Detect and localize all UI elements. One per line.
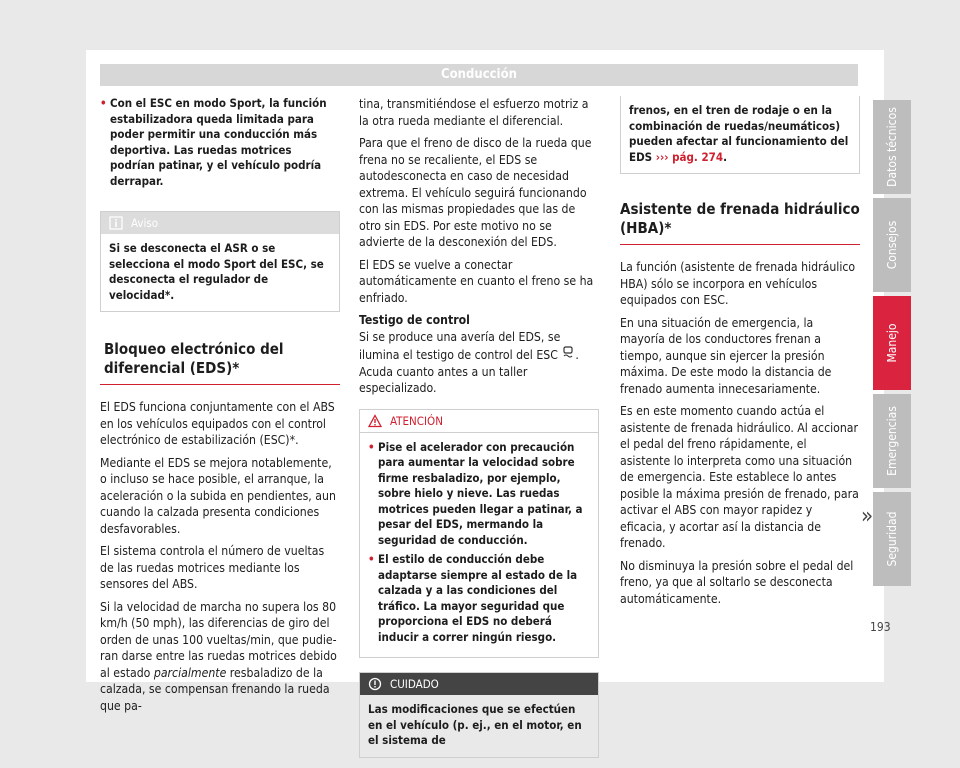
page-number: 193 xyxy=(870,620,891,634)
info-icon xyxy=(109,216,123,230)
tab-consejos[interactable] xyxy=(873,198,911,292)
aviso-box xyxy=(100,211,340,312)
column-2 xyxy=(359,96,599,768)
atencion-body xyxy=(360,433,598,658)
paragraph: Es en este momento cuando actúa el asistente de frenada hidráulico. Al accionar el pedal del freno rápidamente, el asistente lo interpreta como una situación de emergencia. Este establece lo antes posible la máxima presión de frenado, para activar el ABS con mayor rapidez y eficacia, y acortar así la distancia de frenado. xyxy=(620,404,859,550)
side-tabs xyxy=(873,100,911,590)
paragraph: La función (asistente de frenada hidráulico HBA) sólo se incorpora en vehículos equipados con ESC. xyxy=(620,260,856,307)
cuidado-text: Las modificaciones que se efectúen en el vehículo (p. ej., en el motor, en el sistema de xyxy=(368,702,582,747)
paragraph xyxy=(359,329,599,397)
cuidado-continued: frenos, en el tren de rodaje o en la combinación de ruedas/neumáticos) pueden afectar al funcionamiento del EDS xyxy=(629,103,849,164)
bullet-esc-sport: • Con el ESC en modo Sport, la función estabilizadora queda limitada para poder permitir una conducción más deportiva. Las ruedas motrices podrían patinar, y el vehículo podría derrapar. xyxy=(100,96,340,189)
page-header xyxy=(100,64,858,86)
paragraph: En una situación de emergencia, la mayoría de los conductores frenan a tiempo, aunque sin ejercer la presión máxima. De este modo la distancia de frenado aumenta innecesariamente. xyxy=(620,315,832,396)
aviso-text: Si se desconecta el ASR o se selecciona el modo Sport del ESC, se desconecta el regulador de velocidad*. xyxy=(109,241,324,302)
section-title-hba: Asistente de frenada hidráulico (HBA)* xyxy=(620,200,860,245)
aviso-header xyxy=(101,212,339,234)
atencion-box xyxy=(359,409,599,659)
testigo-tail: . Acuda cuanto antes a un taller especializado. xyxy=(359,348,579,395)
caution-icon xyxy=(368,677,382,691)
tab-label: Manejo xyxy=(885,323,899,363)
page-ref-arrows: ››› xyxy=(655,149,669,164)
testigo-title: Testigo de control xyxy=(359,313,470,327)
atencion-bullet: • El estilo de conducción debe adaptarse siempre al estado de la calzada y a las condiciones del tráfico. La mayor seguridad que proporciona el EDS no deberá inducir a correr ningún riesgo. xyxy=(368,552,590,645)
testigo-text: Si se produce una avería del EDS, se ilumina el testigo de control del ESC xyxy=(359,329,561,362)
page-ref-link[interactable]: pág. 274 xyxy=(672,149,724,164)
esc-warning-icon xyxy=(561,345,575,359)
tab-label: Seguridad xyxy=(885,511,899,567)
paragraph: No disminuya la presión sobre el pedal del freno, ya que al soltarlo se desconecta automáticamente. xyxy=(620,558,854,606)
italic-word: parcialmente xyxy=(153,665,227,680)
paragraph xyxy=(100,599,340,715)
paragraph-part: resbaladizo de la calzada, se compensan frenando la rueda que pa- xyxy=(100,665,330,713)
paragraph: Mediante el EDS se mejora notablemente, o incluso se hace posible, el arranque, la aceleración o la subida en pendientes, aun cuando la calzada presenta condiciones desfavorables. xyxy=(100,455,336,536)
header-title: Conducción xyxy=(441,67,517,82)
tab-datos-tecnicos[interactable] xyxy=(873,100,911,194)
aviso-label: Aviso xyxy=(131,216,159,230)
paragraph: tina, transmitiéndose el esfuerzo motriz a la otra rueda mediante el diferencial. xyxy=(359,97,589,128)
column-3 xyxy=(620,96,860,613)
atencion-label: ATENCIÓN xyxy=(390,413,443,428)
tab-manejo[interactable] xyxy=(873,296,911,390)
continue-mark: » xyxy=(861,504,874,529)
cuidado-continued-text: frenos, en el tren de rodaje o en la combinación de ruedas/neumáticos) pueden afectar al funcionamiento del EDS ››› pág. 274. xyxy=(629,103,849,164)
column-1 xyxy=(100,96,340,720)
tab-seguridad[interactable] xyxy=(873,492,911,586)
atencion-bullet: • Pise el acelerador con precaución para aumentar la velocidad sobre firme resbaladizo, por ejemplo, sobre hielo y nieve. Las ruedas motrices pueden llegar a patinar, a pesar del EDS, mermando la seguridad de conducción. xyxy=(368,440,590,549)
paragraph: El EDS se vuelve a conectar automáticamente en cuanto el freno se ha enfriado. xyxy=(359,257,594,305)
tab-emergencias[interactable] xyxy=(873,394,911,488)
cuidado-header xyxy=(360,673,598,695)
atencion-header xyxy=(360,410,598,433)
tab-label: Emergencias xyxy=(885,406,899,476)
tab-label: Consejos xyxy=(885,220,899,270)
paragraph: El sistema controla el número de vueltas de las ruedas motrices mediante los sensores del ABS. xyxy=(100,544,325,591)
paragraph: Para que el freno de disco de la rueda que frena no se recaliente, el EDS se autodesconecta en caso de necesidad extrema. El vehículo seguirá funcionando con las mismas propiedades que las de otro sin EDS. Por este motivo no se advierte de la desconexión del EDS. xyxy=(359,136,592,249)
section-title-eds: Bloqueo electrónico del diferencial (EDS)* xyxy=(100,340,340,385)
tab-label: Datos técnicos xyxy=(885,107,899,187)
cuidado-label: CUIDADO xyxy=(390,677,439,691)
paragraph-part: Si la velocidad de marcha no supera los 80 km/h (50 mph), las diferencias de giro del orden de unas 100 vueltas/min, que pudieran darse entre las ruedas motrices debido al estado xyxy=(100,599,337,680)
cuidado-continued-box xyxy=(620,96,860,174)
paragraph: El EDS funciona conjuntamente con el ABS en los vehículos equipados con el control electrónico de estabilización (ESC)*. xyxy=(100,400,335,447)
warning-triangle-icon xyxy=(368,414,382,428)
cuidado-box xyxy=(359,672,599,758)
